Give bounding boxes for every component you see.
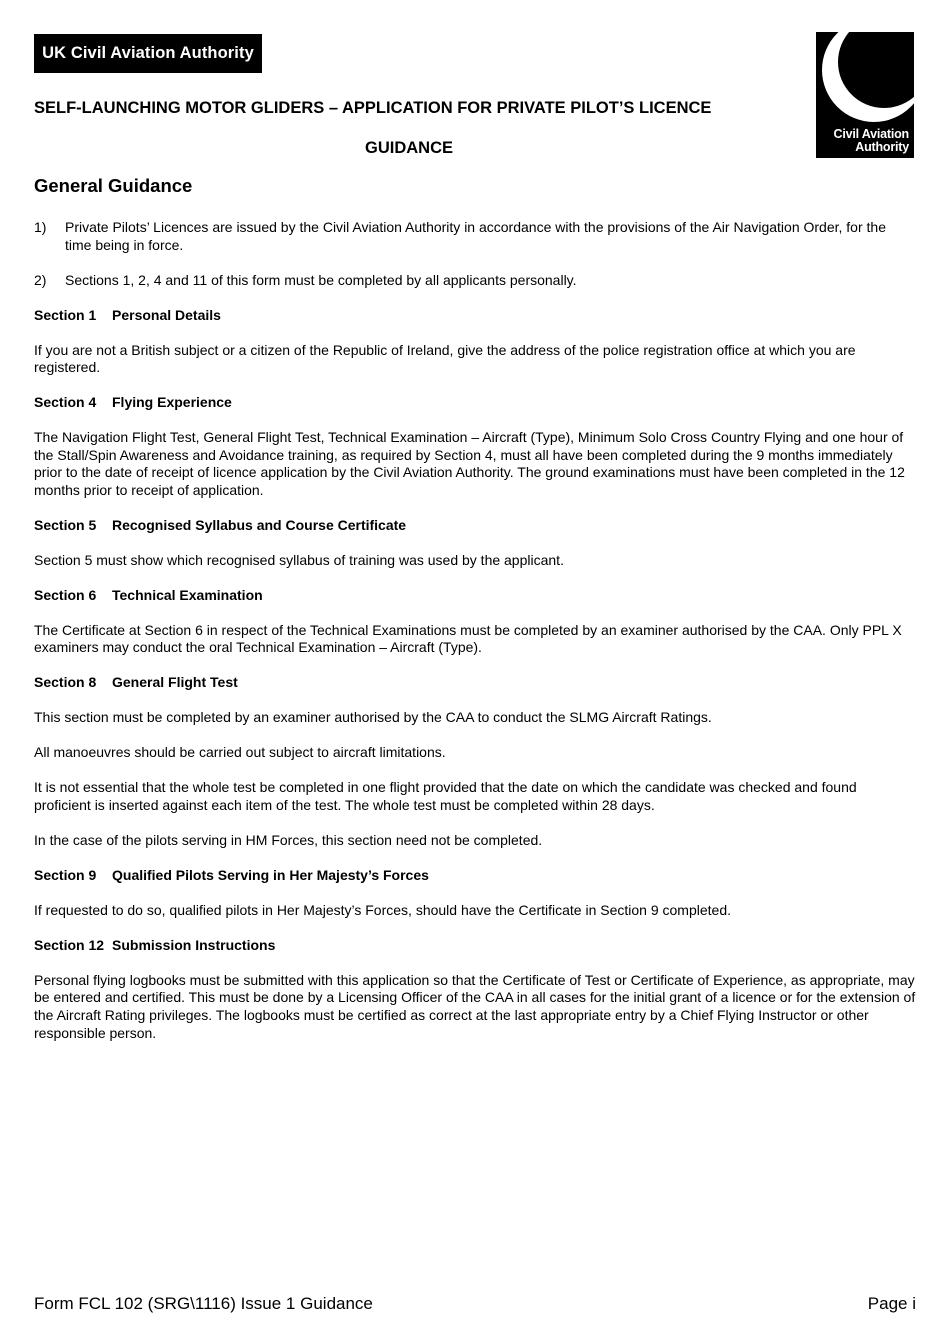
section-title: Submission Instructions bbox=[112, 936, 276, 953]
numbered-item-2 bbox=[34, 272, 916, 290]
section-4-paragraph: The Navigation Flight Test, General Flight Test, Technical Examination – Aircraft (Type), Minimum Solo Cross Country Flying and one hour of the Stall/Spin Awareness and Avoidance training, as required by Section 4, must all have been completed during the 9 months immediately prior to the date of receipt of licence application by the Civil Aviation Authority. The ground examinations must have been completed in the 12 months prior to receipt of application. bbox=[34, 429, 905, 498]
logo-line-2: Authority bbox=[855, 140, 909, 154]
item-number: 2) bbox=[34, 271, 47, 288]
section-title: General Flight Test bbox=[112, 674, 238, 691]
section-8-paragraph-1: This section must be completed by an examiner authorised by the CAA to conduct the SLMG Aircraft Ratings. bbox=[34, 709, 712, 726]
logo-line-1: Civil Aviation bbox=[833, 127, 909, 141]
section-6-heading bbox=[34, 587, 916, 605]
section-number: Section 5 bbox=[34, 516, 97, 533]
section-title: Flying Experience bbox=[112, 394, 232, 411]
page-number: Page i bbox=[867, 1294, 916, 1313]
section-5-heading bbox=[34, 517, 916, 535]
section-12-heading bbox=[34, 937, 916, 955]
item-text: Private Pilots’ Licences are issued by the Civil Aviation Authority in accordance with the provisions of the Air Navigation Order, for the time being in force. bbox=[65, 219, 886, 253]
section-number: Section 4 bbox=[34, 394, 97, 411]
section-number: Section 9 bbox=[34, 866, 97, 883]
document-subtitle: GUIDANCE bbox=[365, 139, 454, 157]
section-number: Section 1 bbox=[34, 306, 97, 323]
section-12-paragraph: Personal flying logbooks must be submitted with this application so that the Certificate of Test or Certificate of Experience, as appropriate, may be entered and certified. This must be done by a Licensing Officer of the CAA in all cases for the initial grant of a licence or for the extension of the Aircraft Rating privileges. The logbooks must be certified as correct at the last appropriate entry by a Chief Flying Instructor or other responsible person. bbox=[34, 971, 916, 1041]
logo-text bbox=[834, 128, 909, 154]
section-6-paragraph: The Certificate at Section 6 in respect of the Technical Examinations must be completed by an examiner authorised by the CAA. Only PPL X examiners may conduct the oral Technical Examination – Aircraft (Type). bbox=[34, 621, 902, 656]
section-1-heading bbox=[34, 307, 916, 325]
section-8-paragraph-4: In the case of the pilots serving in HM Forces, this section need not be completed. bbox=[34, 831, 543, 848]
guidance-content bbox=[34, 219, 916, 1060]
numbered-item-1 bbox=[34, 219, 916, 254]
section-5-paragraph: Section 5 must show which recognised syllabus of training was used by the applicant. bbox=[34, 551, 564, 568]
caa-logo bbox=[816, 32, 914, 158]
section-9-paragraph: If requested to do so, qualified pilots in Her Majesty’s Forces, should have the Certificate in Section 9 completed. bbox=[34, 901, 731, 918]
section-number: Section 6 bbox=[34, 586, 97, 603]
section-title: Personal Details bbox=[112, 306, 221, 323]
section-1-paragraph: If you are not a British subject or a citizen of the Republic of Ireland, give the address of the police registration office at which you are registered. bbox=[34, 341, 856, 376]
section-9-heading bbox=[34, 867, 916, 885]
section-number: Section 8 bbox=[34, 674, 97, 691]
section-number: Section 12 bbox=[34, 936, 105, 953]
item-number: 1) bbox=[34, 219, 47, 235]
section-title: Technical Examination bbox=[112, 586, 263, 603]
section-8-paragraph-2: All manoeuvres should be carried out subject to aircraft limitations. bbox=[34, 744, 446, 761]
general-guidance-heading: General Guidance bbox=[34, 175, 193, 196]
item-text: Sections 1, 2, 4 and 11 of this form must be completed by all applicants personally. bbox=[65, 271, 577, 288]
section-title: Qualified Pilots Serving in Her Majesty’s Forces bbox=[112, 866, 429, 883]
section-8-paragraph-3: It is not essential that the whole test be completed in one flight provided that the date on which the candidate was checked and found proficient is inserted against each item of the test. The whole test must be completed within 28 days. bbox=[34, 779, 857, 813]
section-8-heading bbox=[34, 674, 916, 692]
section-title: Recognised Syllabus and Course Certificate bbox=[112, 516, 407, 533]
form-reference: Form FCL 102 (SRG\1116) Issue 1 Guidance bbox=[34, 1294, 373, 1313]
document-title: SELF-LAUNCHING MOTOR GLIDERS – APPLICATION FOR PRIVATE PILOT’S LICENCE bbox=[34, 99, 712, 117]
brand-label: UK Civil Aviation Authority bbox=[34, 34, 262, 73]
section-4-heading bbox=[34, 394, 916, 412]
